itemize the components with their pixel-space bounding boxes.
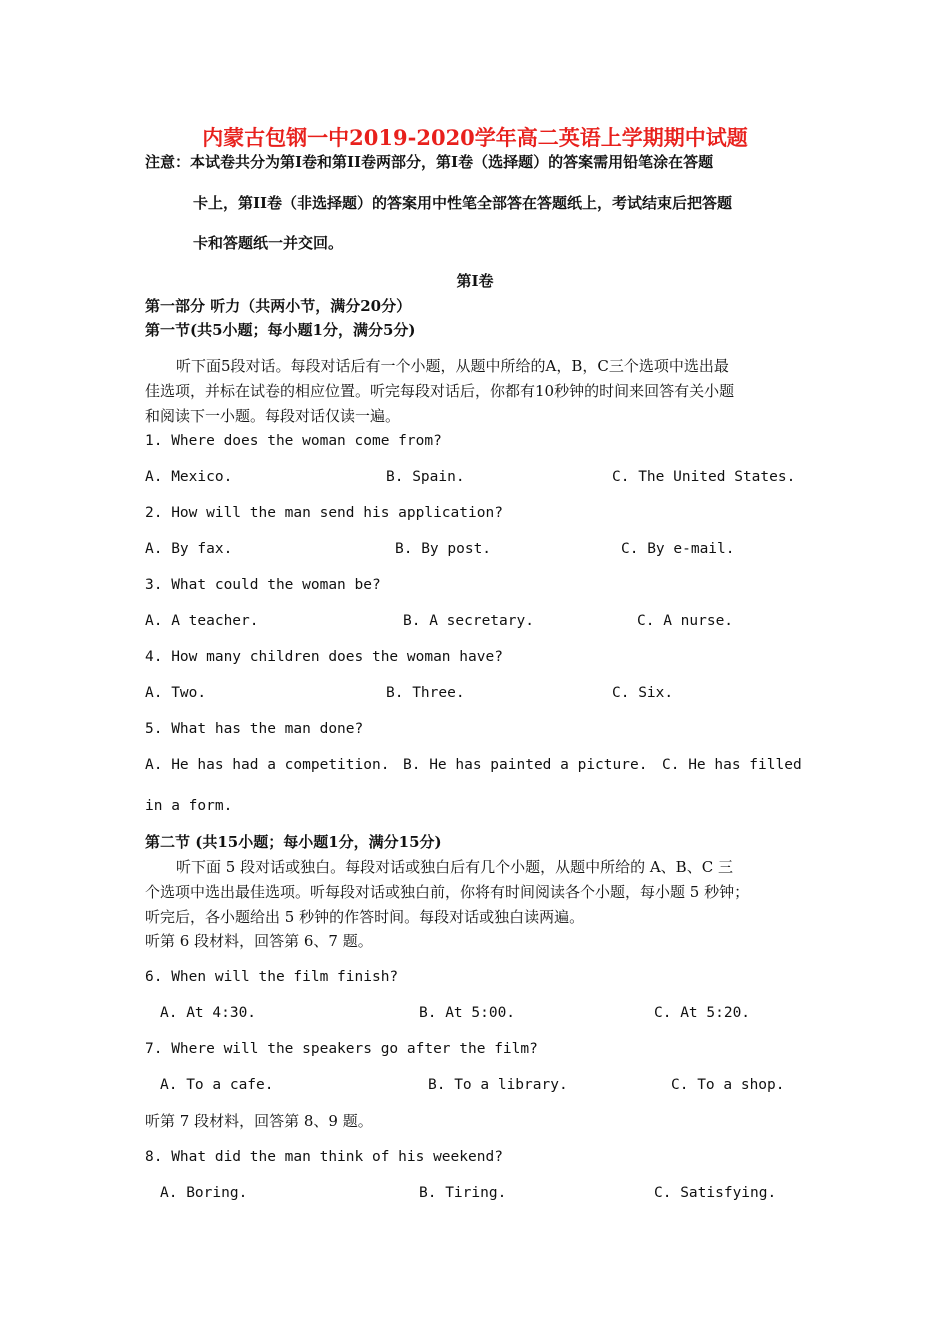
question-2-option-c: C. By e-mail. (621, 541, 735, 557)
question-3-option-a: A. A teacher. (145, 613, 259, 629)
question-3-option-b: B. A secretary. (403, 613, 534, 629)
question-6-stem: 6. When will the film finish? (145, 969, 399, 985)
section2-instruction-line-1: 听下面 5 段对话或独白。每段对话或独白后有几个小题，从题中所给的 A、B、C 三 (176, 858, 733, 876)
question-4-option-a: A. Two. (145, 685, 207, 701)
question-5-option-c: C. He has filled (662, 757, 802, 773)
question-8-stem: 8. What did the man think of his weekend? (145, 1149, 503, 1165)
question-8-option-b: B. Tiring. (419, 1185, 507, 1201)
question-5-option-b: B. He has painted a picture. (403, 757, 648, 773)
question-4-stem: 4. How many children does the woman have? (145, 649, 503, 665)
section1-title: 第一节(共5小题；每小题1分，满分5分) (145, 321, 416, 339)
notice-line-1: 注意：本试卷共分为第I卷和第II卷两部分，第I卷（选择题）的答案需用铅笔涂在答题 (145, 153, 714, 171)
material-6-heading: 听第 6 段材料，回答第 6、7 题。 (145, 932, 373, 950)
question-1-option-b: B. Spain. (386, 469, 465, 485)
question-8-option-c: C. Satisfying. (654, 1185, 777, 1201)
question-7-option-a: A. To a cafe. (160, 1077, 274, 1093)
question-6-option-c: C. At 5:20. (654, 1005, 751, 1021)
section1-instruction-line-2: 佳选项，并标在试卷的相应位置。听完每段对话后，你都有10秒钟的时间来回答有关小题 (145, 382, 735, 400)
question-7-option-c: C. To a shop. (671, 1077, 785, 1093)
document-title: 内蒙古包钢一中2019-2020学年高二英语上学期期中试题 (202, 125, 748, 150)
question-5-stem: 5. What has the man done? (145, 721, 364, 737)
question-5-option-a: A. He has had a competition. (145, 757, 390, 773)
question-7-stem: 7. Where will the speakers go after the film? (145, 1041, 538, 1057)
section2-title: 第二节 (共15小题；每小题1分，满分15分) (145, 833, 442, 851)
section1-instruction-line-1: 听下面5段对话。每段对话后有一个小题，从题中所给的A，B，C三个选项中选出最 (176, 357, 729, 375)
question-1-option-a: A. Mexico. (145, 469, 233, 485)
material-7-heading: 听第 7 段材料，回答第 8、9 题。 (145, 1112, 373, 1130)
question-4-option-b: B. Three. (386, 685, 465, 701)
section2-instruction-line-3: 听完后，各小题给出 5 秒钟的作答时间。每段对话或独白读两遍。 (145, 908, 585, 926)
notice-line-3: 卡和答题纸一并交回。 (193, 234, 344, 252)
section2-instruction-line-2: 个选项中选出最佳选项。听每段对话或独白前，你将有时间阅读各个小题，每小题 5 秒钟； (145, 883, 750, 901)
question-7-option-b: B. To a library. (428, 1077, 568, 1093)
question-3-option-c: C. A nurse. (637, 613, 734, 629)
question-1-stem: 1. Where does the woman come from? (145, 433, 442, 449)
question-2-stem: 2. How will the man send his application? (145, 505, 503, 521)
section1-instruction-line-3: 和阅读下一小题。每段对话仅读一遍。 (145, 407, 401, 425)
question-6-option-b: B. At 5:00. (419, 1005, 516, 1021)
part1-title: 第一部分 听力（共两小节，满分20分） (145, 297, 412, 315)
question-2-option-a: A. By fax. (145, 541, 233, 557)
question-2-option-b: B. By post. (395, 541, 492, 557)
question-3-stem: 3. What could the woman be? (145, 577, 381, 593)
volume-title: 第I卷 (456, 272, 494, 290)
question-5-option-c-continued: in a form. (145, 798, 233, 814)
question-4-option-c: C. Six. (612, 685, 674, 701)
question-8-option-a: A. Boring. (160, 1185, 248, 1201)
question-6-option-a: A. At 4:30. (160, 1005, 257, 1021)
question-1-option-c: C. The United States. (612, 469, 796, 485)
notice-line-2: 卡上，第II卷（非选择题）的答案用中性笔全部答在答题纸上，考试结束后把答题 (193, 194, 733, 212)
